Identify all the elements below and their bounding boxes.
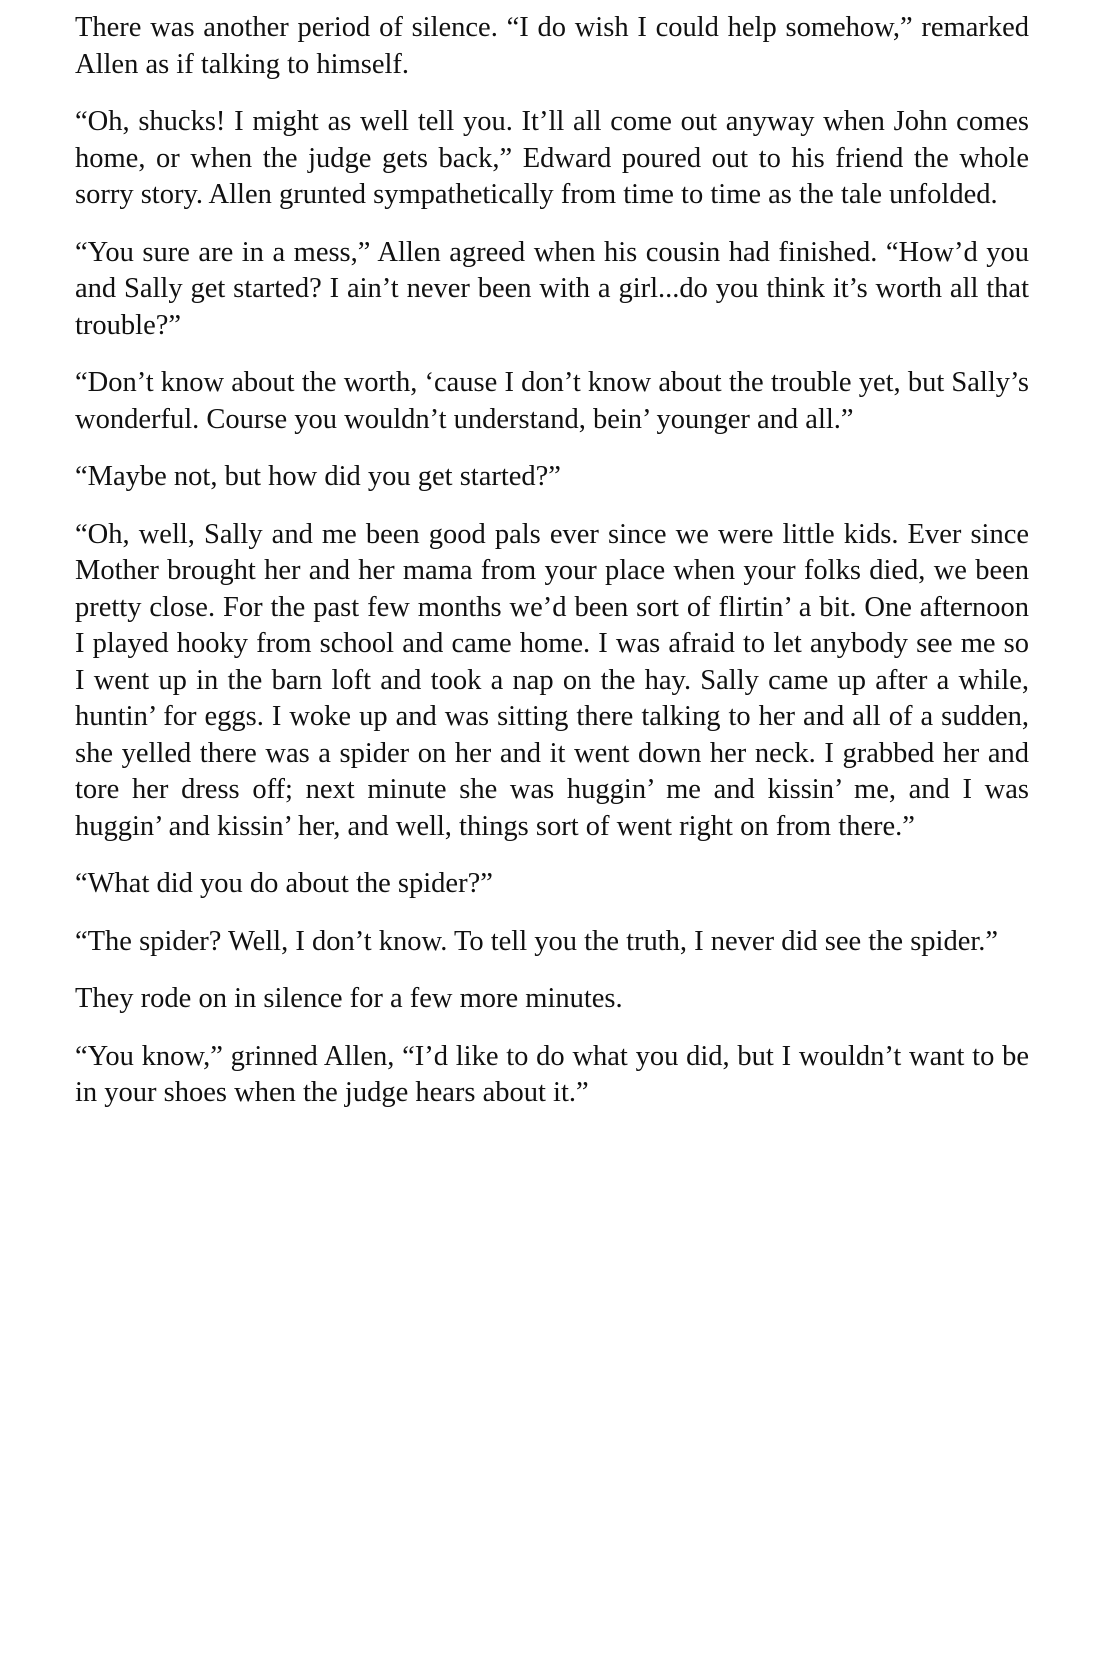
paragraph-7: “What did you do about the spider?” bbox=[75, 868, 493, 899]
document-page bbox=[75, 10, 1029, 1133]
paragraph-9: They rode on in silence for a few more minutes. bbox=[75, 983, 623, 1014]
paragraph-2: “Oh, shucks! I might as well tell you. It’ll all come out anyway when John comes home, or when the judge gets back,” Edward poured out to his friend the whole sorry story. Allen grunted sympathetically from time to time as the tale unfolded. bbox=[75, 106, 1029, 210]
paragraph-3: “You sure are in a mess,” Allen agreed when his cousin had finished. “How’d you and Sally get started? I ain’t never been with a girl...do you think it’s worth all that trouble?” bbox=[75, 236, 1029, 341]
paragraph-4: “Don’t know about the worth, ‘cause I don’t know about the trouble yet, but Sally’s wonderful. Course you wouldn’t understand, bein’ younger and all.” bbox=[75, 367, 1029, 435]
paragraph-10: “You know,” grinned Allen, “I’d like to do what you did, but I wouldn’t want to be in your shoes when the judge hears about it.” bbox=[75, 1040, 1029, 1108]
paragraph-1: There was another period of silence. “I do wish I could help somehow,” remarked Allen as if talking to himself. bbox=[75, 12, 1029, 80]
paragraph-6: “Oh, well, Sally and me been good pals ever since we were little kids. Ever since Mother brought her and her mama from your place when your folks died, we been pretty close. For the past few months we’d been sort of flirtin’ a bit. One afternoon I played hooky from school and came home. I was afraid to let anybody see me so I went up in the barn loft and took a nap on the hay. Sally came up after a while, huntin’ for eggs. I woke up and was sitting there talking to her and all of a sudden, she yelled there was a spider on her and it went down her neck. I grabbed her and tore her dress off; next minute she was huggin’ me and kissin’ me, and I was huggin’ and kissin’ her, and well, things sort of went right on from there.” bbox=[75, 518, 1029, 842]
paragraph-8: “The spider? Well, I don’t know. To tell you the truth, I never did see the spider.” bbox=[75, 925, 999, 957]
paragraph-5: “Maybe not, but how did you get started?” bbox=[75, 461, 561, 492]
